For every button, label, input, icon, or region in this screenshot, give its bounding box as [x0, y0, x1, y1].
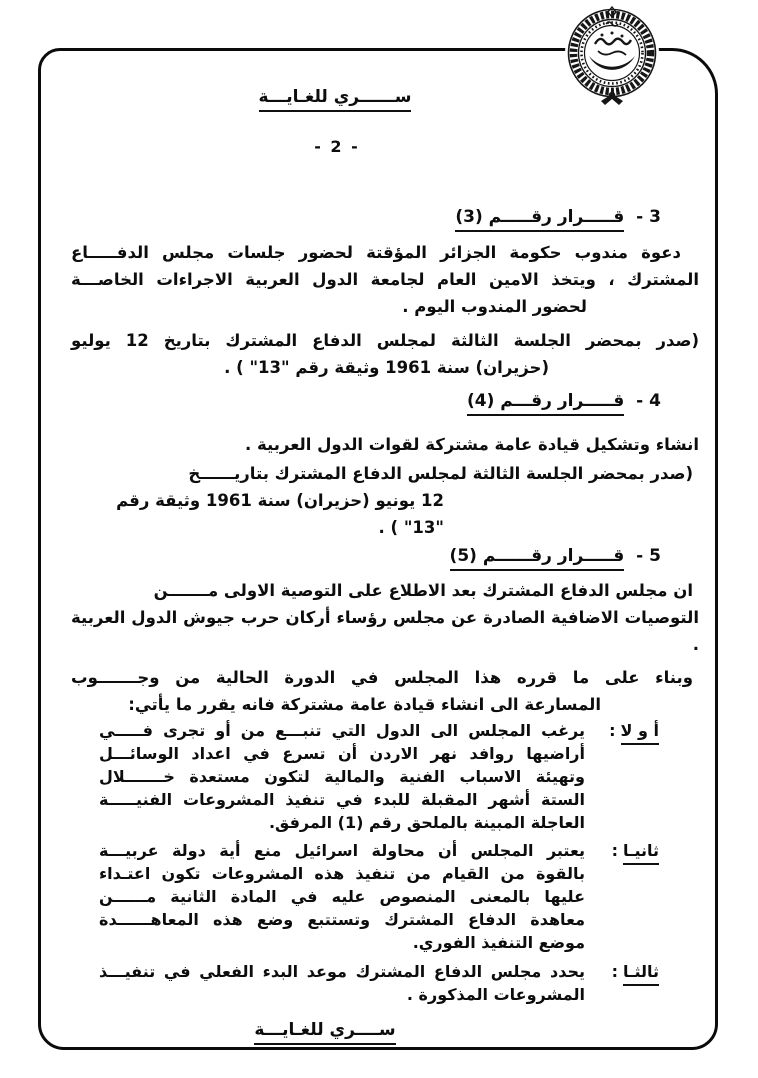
section-heading-3	[71, 205, 661, 230]
text-line: معاهدة الدفاع المشترك وتستتبع وضع هذه المعاهــــــدة	[99, 910, 585, 929]
section-heading-4	[71, 389, 661, 414]
item-label-text: أ و لا	[621, 721, 659, 745]
text-line: (صدر بمحضر الجلسة الثالثة لمجلس الدفاع المشترك بتاريخ 12 يوليو	[71, 331, 699, 350]
section-title: قـــــرار رقـــــم (3)	[455, 207, 624, 232]
item-label	[609, 719, 659, 742]
paragraph	[71, 460, 699, 541]
paragraph	[71, 239, 699, 320]
text-line: ان مجلس الدفاع المشترك بعد الاطلاع على التوصية الاولى مـــــــن	[153, 581, 693, 600]
item-colon: :	[611, 962, 618, 981]
text-line: العاجلة المبينة بالملحق رقم (1) المرفق.	[268, 813, 585, 832]
text-line: يعتبر المجلس أن محاولة اسرائيل منع أية دولة عربيـــة	[99, 841, 585, 860]
item-colon: :	[611, 841, 618, 860]
text-line: 12 يونيو (حزيران) سنة 1961 وثيقة رقم "13" ) .	[116, 491, 444, 537]
classification-header-text: ســــــري للغـايـــة	[259, 87, 412, 112]
text-line: بالقوة من القيام من تنفيذ هذه المشروعات تكون اعتـداء	[99, 864, 585, 883]
arab-league-emblem-icon	[564, 3, 660, 106]
paragraph	[71, 577, 699, 658]
text-line: يرغب المجلس الى الدول التي تنبـــع من أو تجرى فـــــي	[99, 721, 585, 740]
classification-footer	[11, 1020, 639, 1040]
text-line: عليها بالمعنى المنصوص عليه في المادة الثانية مــــــن	[99, 887, 585, 906]
item-label-text: ثالثـا	[623, 962, 659, 986]
text-line: أراضيها روافد نهر الاردن أن تسرع في اعداد الوسائـــل	[99, 744, 585, 763]
text-line: الستة أشهر المقبلة للبدء في تنفيذ المشروعات الفنيـــــة	[99, 790, 585, 809]
paragraph	[71, 431, 699, 458]
text-line: انشاء وتشكيل قيادة عامة مشتركة لقوات الدول العربية .	[244, 435, 699, 454]
text-line: وبناء على ما قرره هذا المجلس في الدورة الحالية من وجـــــــوب	[71, 668, 693, 687]
classification-footer-text: ســــري للغـايـــة	[254, 1020, 395, 1045]
paragraph	[71, 327, 699, 381]
text-line: موضع التنفيذ الفوري.	[412, 933, 585, 952]
text-line: (حزيران) سنة 1961 وثيقة رقم "13" ) .	[224, 358, 549, 377]
page-number: - 2 -	[314, 137, 360, 156]
section-number: 4 -	[636, 391, 661, 411]
item-label	[612, 839, 659, 862]
list-item-second	[71, 839, 699, 954]
text-line: المشروعات المذكورة .	[406, 985, 585, 1004]
section-title: قـــــرار رقـــم (4)	[467, 391, 624, 416]
item-label	[612, 960, 659, 983]
text-line: المسارعة الى انشاء قيادة عامة مشتركة فانه يقرر ما يأتي:	[128, 695, 601, 714]
paragraph	[71, 664, 699, 718]
text-line: دعوة مندوب حكومة الجزائر المؤقتة لحضور جلسات مجلس الدفـــــاع	[71, 243, 681, 262]
emblem-svg	[564, 3, 660, 106]
section-title: قـــــرار رقــــــم (5)	[450, 546, 625, 571]
text-line: المشترك ، ويتخذ الامين العام لجامعة الدول العربية الاجراءات الخاصـــة	[71, 270, 699, 289]
item-label-text: ثانيـا	[623, 841, 659, 865]
section-number: 3 -	[636, 207, 661, 227]
section-number: 5 -	[636, 546, 661, 566]
page-content	[41, 51, 715, 1047]
list-item-third	[71, 960, 699, 1006]
section-heading-5	[71, 544, 661, 569]
classification-header	[21, 87, 649, 107]
text-line: لحضور المندوب اليوم .	[402, 297, 587, 316]
page-border-frame	[38, 48, 718, 1050]
text-line: وتهيئة الاسباب الفنية والمالية لتكون مستعدة خـــــــلال	[99, 767, 585, 786]
list-item-first	[71, 719, 699, 834]
text-line: التوصيات الاضافية الصادرة عن مجلس رؤساء أركان حرب جيوش الدول العربية .	[71, 608, 699, 654]
item-colon: :	[609, 721, 616, 740]
text-line: يحدد مجلس الدفاع المشترك موعد البدء الفعلي في تنفيـــذ	[99, 962, 585, 981]
text-line: (صدر بمحضر الجلسة الثالثة لمجلس الدفاع المشترك بتاريــــــخ	[188, 464, 693, 483]
